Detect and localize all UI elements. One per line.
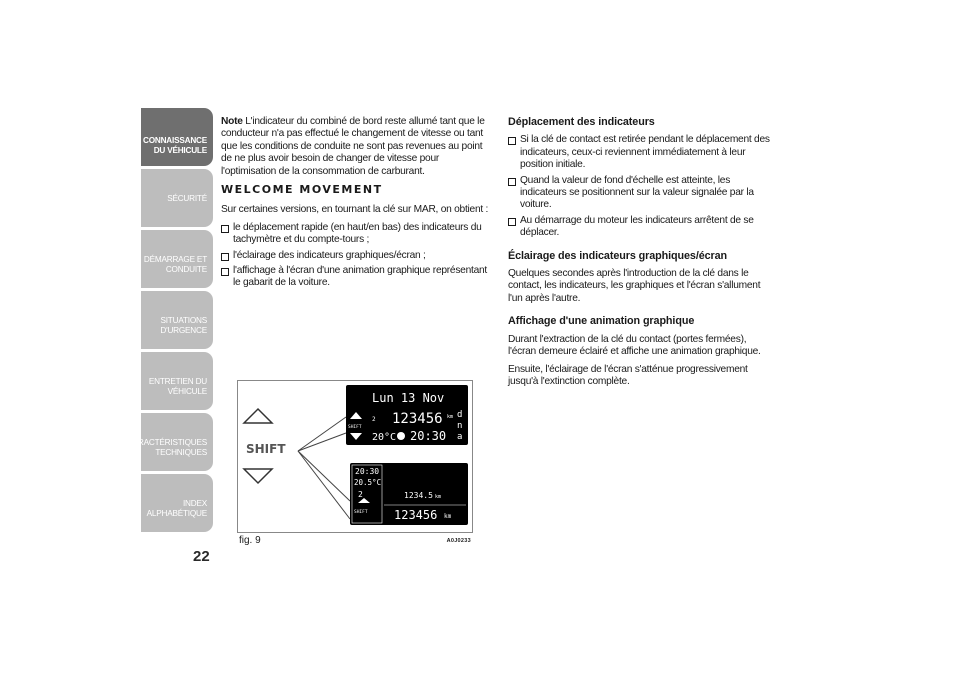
top-clock: 20:30	[410, 429, 447, 443]
tab-demarrage-conduite[interactable]	[141, 230, 213, 288]
checkbox-bullet-icon	[221, 253, 229, 261]
tab-index-alphabetique[interactable]	[141, 474, 213, 532]
bottom-trip-unit: km	[435, 494, 442, 500]
figure-code: A0J0233	[446, 538, 471, 544]
chapter-tabs	[126, 108, 213, 535]
tab-label: ENTRETIEN DU VÉHICULE	[148, 377, 207, 396]
tab-entretien-vehicule[interactable]	[141, 352, 213, 410]
paragraph: Durant l'extraction de la clé du contact (portes fermées), l'écran demeure éclairé et affiche une animation graphique.	[508, 333, 761, 358]
tab-situations-urgence[interactable]	[141, 291, 213, 349]
figure-frame	[237, 380, 473, 533]
bottom-display	[350, 463, 468, 525]
left-column	[221, 116, 493, 296]
list-item-text: l'éclairage des indicateurs graphiques/écran ;	[233, 249, 426, 261]
list-item	[221, 222, 493, 247]
list-item	[221, 250, 493, 262]
tab-label: SITUATIONS D'URGENCE	[160, 316, 207, 335]
bottom-temperature: 20.5°C	[354, 478, 382, 487]
tab-label: DÉMARRAGE ET CONDUITE	[143, 255, 207, 274]
top-shift-small: SHIFT	[348, 425, 362, 430]
checkbox-bullet-icon	[221, 225, 229, 233]
note-text: L'indicateur du combiné de bord reste allumé tant que le conducteur n'a pas effectué le changement de vitesse ou tant que les conditions de conduite ne sont pas revenues au point de ne plus avoir besoin de changer de vitesse pour l'optimisation de la consommation de carburant.	[221, 116, 485, 177]
list-item-text: Au démarrage du moteur les indicateurs arrêtent de se déplacer.	[520, 214, 754, 239]
top-date: Lun 13 Nov	[372, 391, 445, 405]
tab-connaissance-vehicule[interactable]	[141, 108, 213, 166]
bullet-list	[221, 222, 493, 290]
list-item	[508, 215, 776, 240]
top-gear-a: a	[457, 432, 463, 442]
list-item	[508, 175, 776, 212]
tab-caracteristiques-techniques[interactable]	[126, 413, 213, 471]
page-number: 22	[193, 548, 210, 565]
bottom-clock: 20:30	[355, 467, 380, 476]
intro-text: Sur certaines versions, en tournant la clé sur MAR, on obtient :	[221, 204, 489, 216]
bottom-odometer: 123456	[394, 508, 438, 522]
checkbox-bullet-icon	[508, 178, 516, 186]
checkbox-bullet-icon	[221, 268, 229, 276]
list-item	[221, 265, 493, 290]
shift-label: SHIFT	[246, 442, 286, 456]
list-item-text: l'affichage à l'écran d'une animation graphique représentant le gabarit de la voiture.	[233, 265, 488, 289]
right-column	[508, 116, 776, 393]
top-odometer: 123456	[392, 411, 443, 427]
note-paragraph	[221, 116, 493, 178]
paragraph: Quelques secondes après l'introduction de la clé dans le contact, les indicateurs, les graphiques et l'écran s'allument l'un après l'autre.	[508, 268, 761, 304]
list-item	[508, 134, 776, 171]
bottom-trip: 1234.5	[404, 491, 433, 500]
bottom-shift-small: SHIFT	[354, 510, 368, 515]
paragraph: Ensuite, l'éclairage de l'écran s'atténue progressivement jusqu'à l'extinction complète.	[508, 363, 748, 387]
note-label: Note	[221, 116, 243, 127]
list-item-text: Quand la valeur de fond d'échelle est atteinte, les indicateurs se positionnent sur la valeur signalée par la voiture.	[520, 174, 754, 211]
checkbox-bullet-icon	[508, 218, 516, 226]
pointer-lines	[298, 417, 350, 519]
list-item-text: Si la clé de contact est retirée pendant le déplacement des indicateurs, ceux-ci reviennent immédiatement à leur position initiale.	[520, 134, 770, 171]
dashboard-illustration	[238, 381, 472, 532]
tab-label: CARACTÉRISTIQUES TECHNIQUES	[126, 438, 207, 457]
tab-securite[interactable]	[141, 169, 213, 227]
figure-caption: fig. 9	[239, 535, 261, 546]
shift-indicator-icon	[244, 409, 286, 483]
section-heading: WELCOME MOVEMENT	[221, 183, 383, 197]
tab-label: INDEX ALPHABÉTIQUE	[146, 499, 207, 518]
bullet-list	[508, 134, 776, 239]
bottom-odo-unit: km	[444, 513, 452, 520]
top-temperature: 20°C	[372, 432, 397, 443]
top-gear-n: n	[457, 421, 463, 431]
subheading-affichage: Affichage d'une animation graphique	[508, 315, 695, 328]
tab-label: SÉCURITÉ	[167, 194, 207, 203]
top-display	[346, 385, 468, 445]
checkbox-bullet-icon	[508, 137, 516, 145]
top-odo-unit: km	[447, 414, 454, 420]
top-trip-prefix: 2	[372, 416, 376, 423]
list-item-text: le déplacement rapide (en haut/en bas) des indicateurs du tachymètre et du compte-tours ;	[233, 221, 482, 246]
subheading-eclairage: Éclairage des indicateurs graphiques/écran	[508, 249, 728, 262]
subheading-deplacement: Déplacement des indicateurs	[508, 116, 655, 128]
figure-9	[237, 380, 473, 550]
top-gear-d: d	[457, 410, 463, 420]
bottom-gear: 2	[358, 490, 363, 499]
tab-label: CONNAISSANCE DU VÉHICULE	[142, 136, 207, 155]
